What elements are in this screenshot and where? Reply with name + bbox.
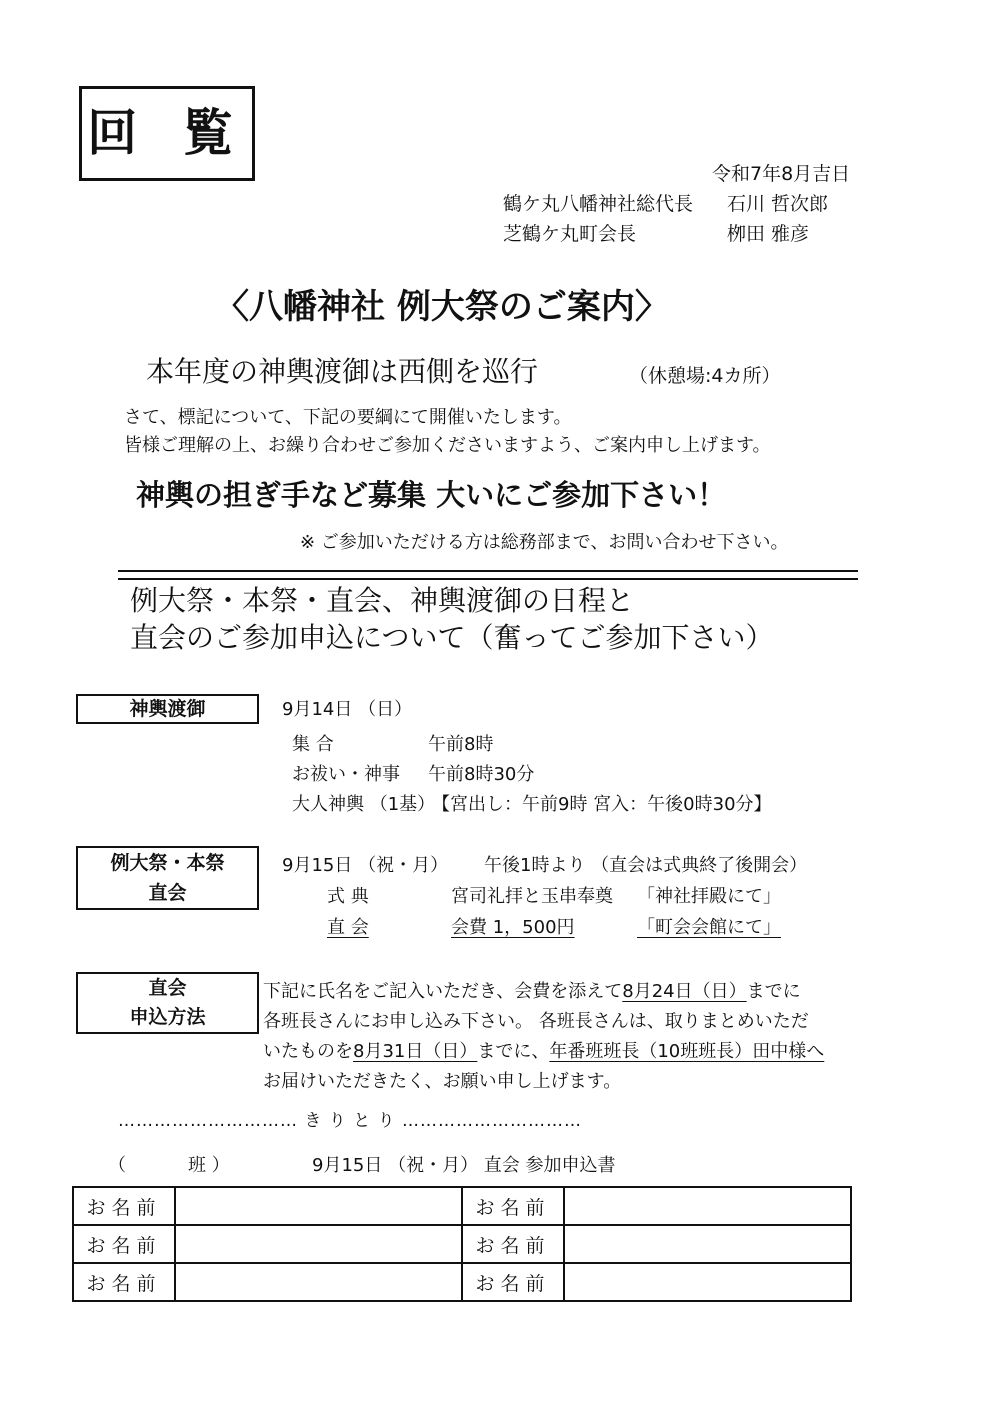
reitaisai-date: 9月15日 （祝・月） bbox=[282, 855, 449, 876]
name-field[interactable] bbox=[175, 1263, 462, 1301]
application-label bbox=[76, 972, 259, 1034]
intro-line-1: さて、標記について、下記の要綱にて開催いたします。 bbox=[124, 407, 572, 428]
mikoshi-time-3: 【宮出し：午前9時 宮入：午後0時30分】 bbox=[432, 794, 772, 815]
sender-name-1: 石川 哲次郎 bbox=[727, 193, 829, 215]
name-field[interactable] bbox=[564, 1263, 851, 1301]
name-label: お名前 bbox=[462, 1263, 564, 1301]
reitaisai-label-line-2: 直会 bbox=[148, 882, 187, 904]
naorai-item: 直 会 bbox=[327, 917, 369, 938]
application-label-line-2: 申込方法 bbox=[129, 1006, 206, 1028]
submit-to: 年番班班長（10班班長）田中様へ bbox=[549, 1041, 825, 1062]
name-field[interactable] bbox=[564, 1225, 851, 1263]
naorai-fee: 会費 1，500円 bbox=[451, 917, 575, 938]
reitaisai-label bbox=[76, 846, 259, 910]
sender-org-1: 鶴ケ丸八幡神社総代長 bbox=[503, 193, 694, 215]
form-han-label: 班 ） bbox=[188, 1155, 230, 1176]
naorai-place: 「町会会館にて」 bbox=[637, 917, 781, 938]
application-text: いたものを bbox=[263, 1041, 353, 1062]
table-row bbox=[73, 1263, 851, 1301]
name-field[interactable] bbox=[175, 1187, 462, 1225]
mikoshi-item-1: 集 合 bbox=[292, 734, 334, 755]
reitaisai-label-line-1: 例大祭・本祭 bbox=[110, 852, 225, 874]
deadline-2: 8月31日（日） bbox=[353, 1041, 478, 1062]
kairan-stamp: 回 覧 bbox=[79, 86, 255, 181]
name-field[interactable] bbox=[564, 1187, 851, 1225]
ceremony-item: 式 典 bbox=[327, 886, 369, 907]
subtitle-note: （休憩場:4カ所） bbox=[629, 365, 781, 387]
deadline-1: 8月24日（日） bbox=[622, 981, 747, 1002]
name-field[interactable] bbox=[175, 1225, 462, 1263]
table-row bbox=[73, 1187, 851, 1225]
name-label: お名前 bbox=[462, 1187, 564, 1225]
name-label: お名前 bbox=[73, 1187, 175, 1225]
mikoshi-time-2: 午前8時30分 bbox=[428, 764, 535, 785]
section-divider bbox=[118, 570, 858, 580]
mikoshi-item-3: 大人神輿 （1基） bbox=[292, 794, 436, 815]
application-text: までに、 bbox=[477, 1041, 550, 1062]
page-title: 〈八幡神社 例大祭のご案内〉 bbox=[215, 287, 669, 327]
subtitle: 本年度の神輿渡御は西側を巡行 bbox=[146, 355, 539, 388]
sender-name-2: 栁田 雅彦 bbox=[727, 223, 810, 245]
ceremony-desc: 宮司礼拝と玉串奉奠 bbox=[451, 886, 613, 907]
form-title: 9月15日 （祝・月） 直会 参加申込書 bbox=[312, 1155, 616, 1176]
reitaisai-time: 午後1時より （直会は式典終了後開会） bbox=[484, 855, 808, 876]
intro-line-2: 皆様ご理解の上、お繰り合わせご参加くださいますよう、ご案内申し上げます。 bbox=[124, 435, 771, 456]
application-line-4: お届けいただきたく、お願い申し上げます。 bbox=[263, 1071, 622, 1092]
table-row bbox=[73, 1225, 851, 1263]
contact-note: ※ ご参加いただける方は総務部まで、お問い合わせ下さい。 bbox=[300, 532, 789, 553]
name-label: お名前 bbox=[73, 1225, 175, 1263]
mikoshi-date: 9月14日 （日） bbox=[282, 699, 413, 720]
issue-date: 令和7年8月吉日 bbox=[712, 163, 851, 185]
mikoshi-label: 神輿渡御 bbox=[76, 694, 259, 724]
mikoshi-item-2: お祓い・神事 bbox=[292, 764, 400, 785]
application-line-2: 各班長さんにお申し込み下さい。 各班長さんは、取りまとめいただ bbox=[263, 1011, 809, 1032]
schedule-heading-2: 直会のご参加申込について（奮ってご参加下さい） bbox=[130, 621, 774, 654]
registration-table bbox=[72, 1186, 852, 1302]
form-han-open: （ bbox=[108, 1155, 126, 1176]
recruit-heading: 神輿の担ぎ手など募集 大いにご参加下さい！ bbox=[136, 478, 727, 512]
cut-line: ………………………… き り と り ………………………… bbox=[118, 1111, 583, 1131]
application-line-3 bbox=[263, 1040, 824, 1064]
application-label-line-1: 直会 bbox=[148, 977, 187, 999]
sender-org-2: 芝鶴ケ丸町会長 bbox=[503, 223, 637, 245]
application-text: までに bbox=[746, 981, 801, 1002]
application-line-1 bbox=[263, 980, 801, 1004]
mikoshi-time-1: 午前8時 bbox=[428, 734, 494, 755]
application-text: 下記に氏名をご記入いただき、会費を添えて bbox=[263, 981, 623, 1002]
name-label: お名前 bbox=[73, 1263, 175, 1301]
name-label: お名前 bbox=[462, 1225, 564, 1263]
ceremony-place: 「神社拝殿にて」 bbox=[637, 886, 781, 907]
schedule-heading-1: 例大祭・本祭・直会、神輿渡御の日程と bbox=[130, 584, 635, 617]
